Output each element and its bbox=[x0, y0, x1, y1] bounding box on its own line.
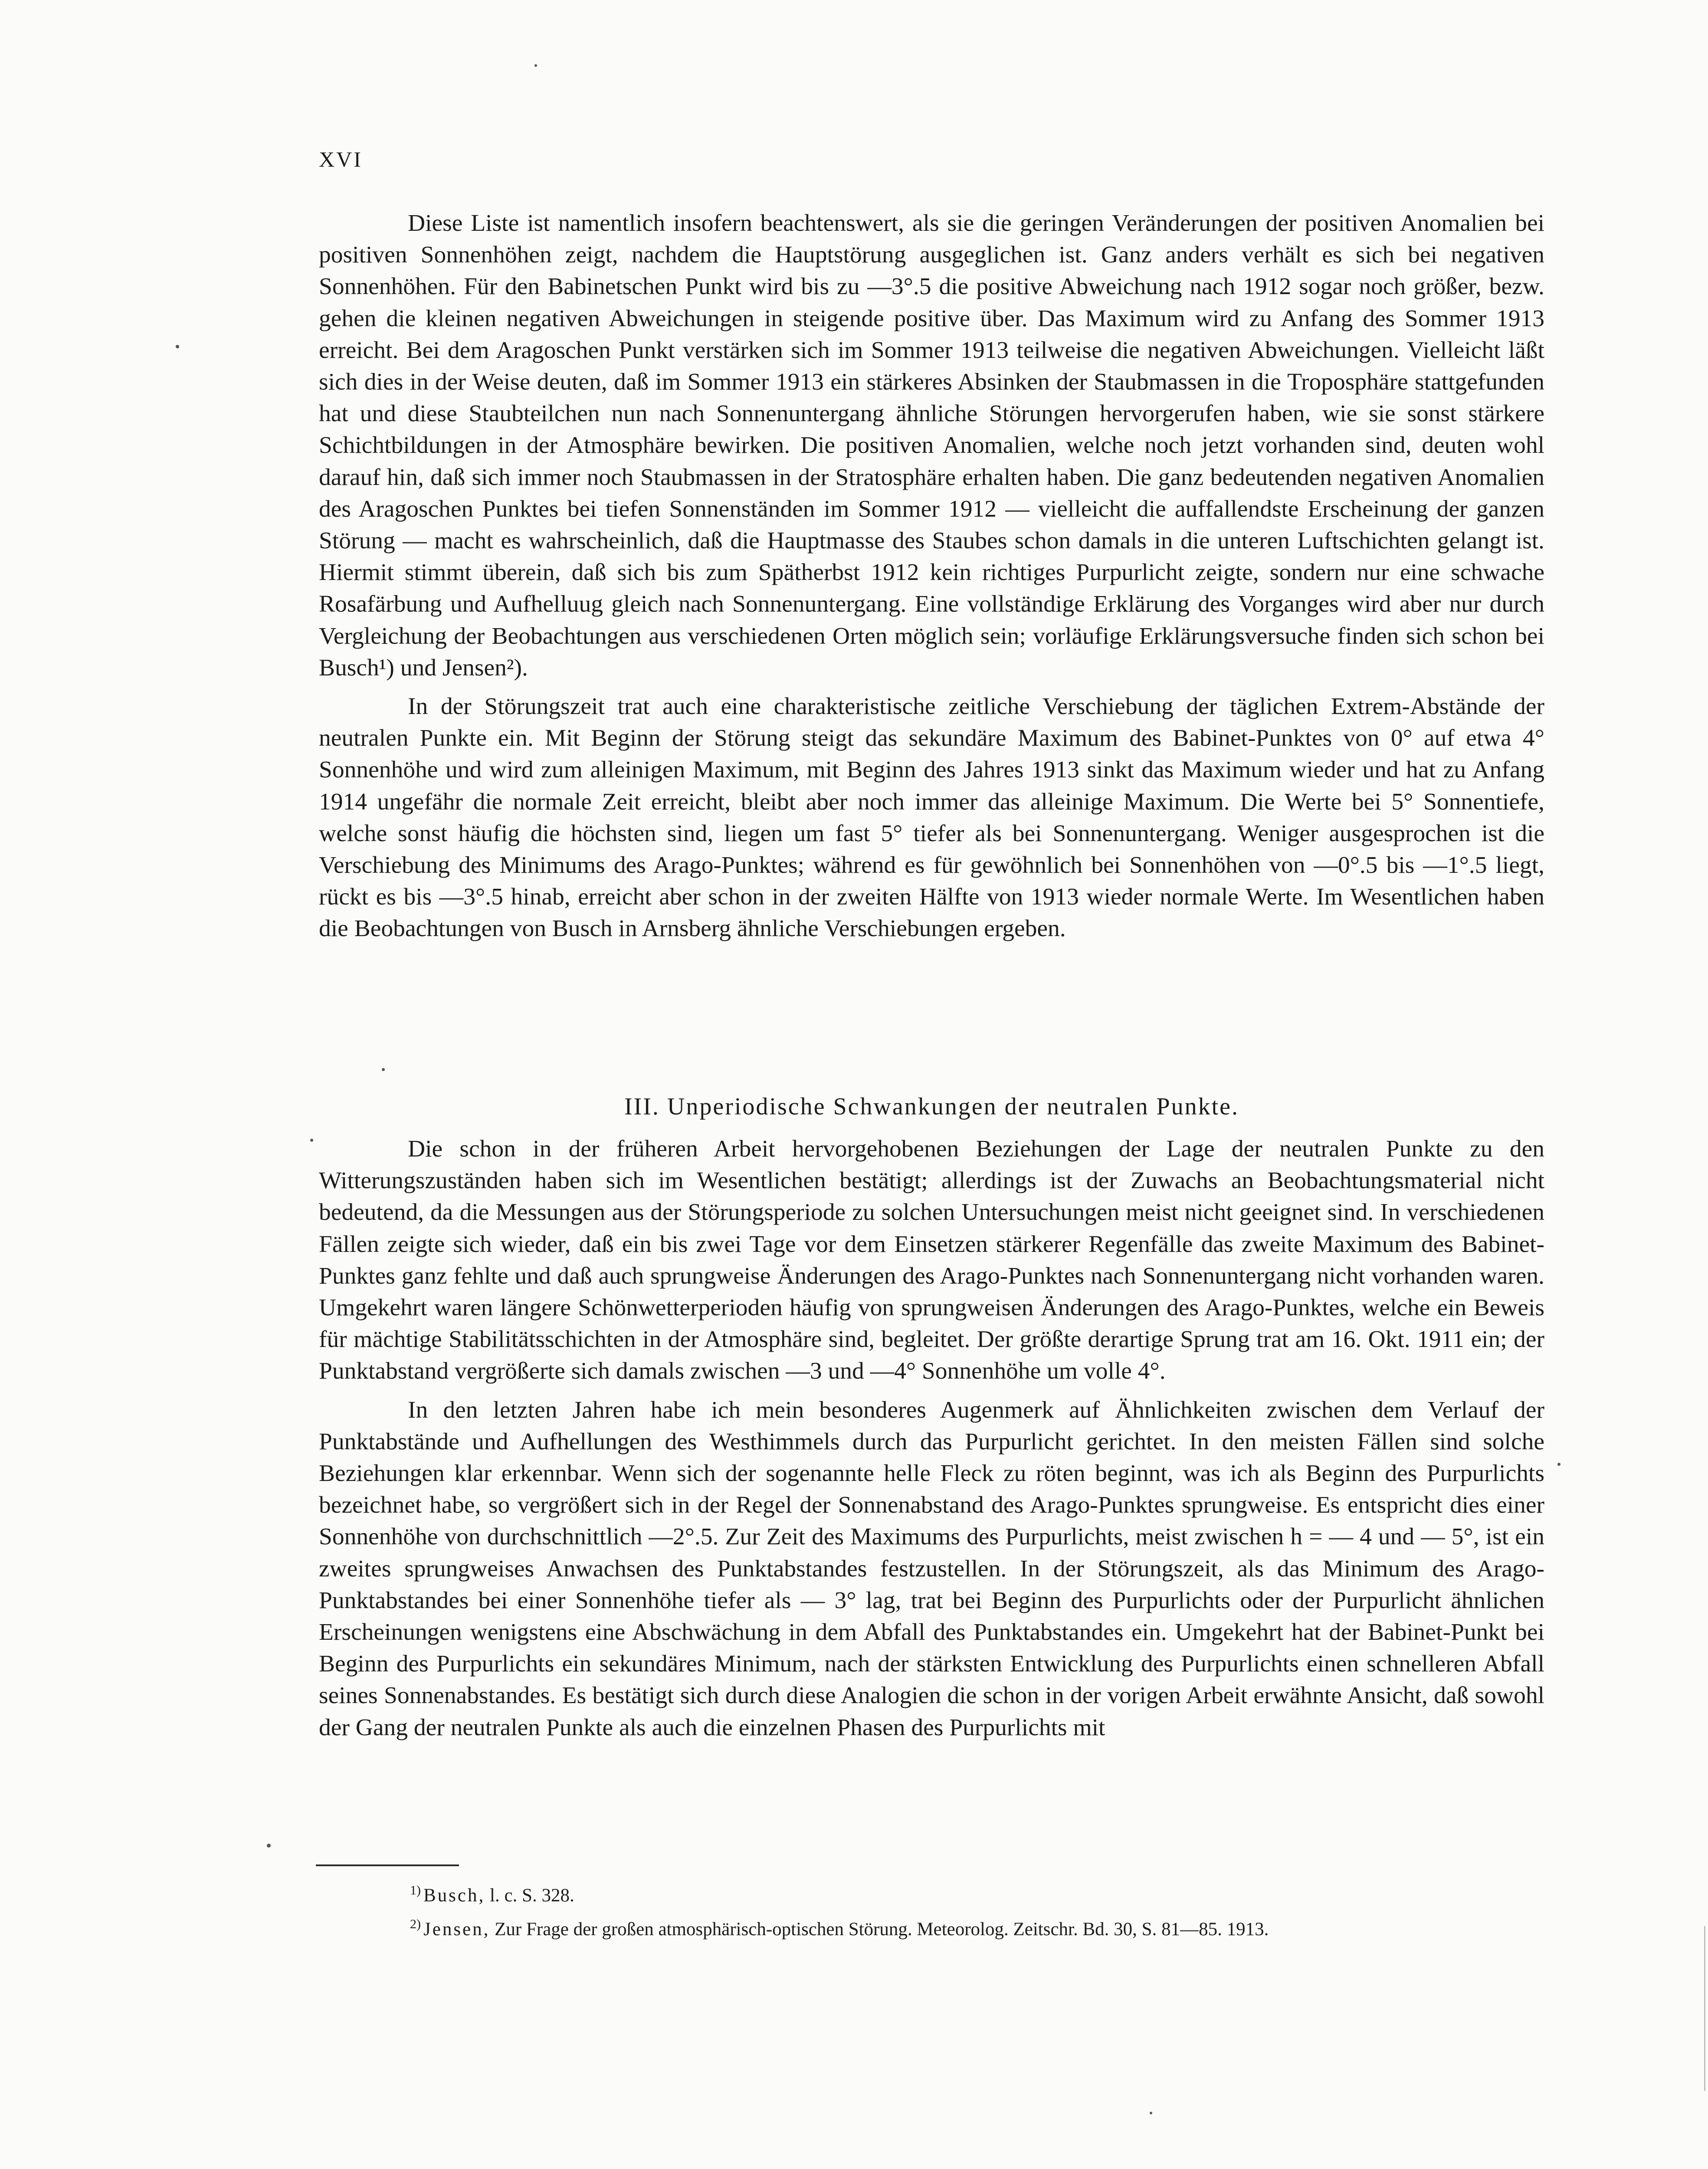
scan-edge-line bbox=[1704, 1926, 1705, 2091]
footnote-author: Busch, bbox=[423, 1885, 485, 1906]
scan-speck bbox=[1557, 1463, 1560, 1466]
footnote-divider bbox=[316, 1864, 459, 1866]
footnote bbox=[410, 1876, 1538, 1910]
scan-speck bbox=[382, 1068, 385, 1071]
footnote-mark: 2) bbox=[410, 1917, 421, 1931]
footnotes bbox=[410, 1876, 1538, 1944]
paragraph: In der Störungszeit trat auch eine charakteristische zeitliche Verschiebung der täglichen Extrem-Abstände der neutralen Punkte ein. Mit Beginn der Störung steigt das sekundäre Maximum des Babinet-Punktes von 0° auf etwa 4° Sonnenhöhe und wird zum alleinigen Maximum, mit Beginn des Jahres 1913 sinkt das Maximum wieder und hat zu Anfang 1914 ungefähr die normale Zeit erreicht, bleibt aber noch immer das alleinige Maximum. Die Werte bei 5° Sonnentiefe, welche sonst häufig die höchsten sind, liegen um fast 5° tiefer als bei Sonnenuntergang. Weniger ausgesprochen ist die Verschiebung des Minimums des Arago-Punktes; während es für gewöhnlich bei Sonnenhöhen von —0°.5 bis —1°.5 liegt, rückt es bis —3°.5 hinab, erreicht aber schon in der zweiten Hälfte von 1913 wieder normale Werte. Im Wesentlichen haben die Beobachtungen von Busch in Arnsberg ähnliche Verschiebungen ergeben. bbox=[319, 693, 1544, 942]
paragraph: In den letzten Jahren habe ich mein besonderes Augenmerk auf Ähnlichkeiten zwischen dem Verlauf der Punktabstände und Aufhellungen des Westhimmels durch das Purpurlicht gerichtet. In den meisten Fällen sind solche Beziehungen klar erkennbar. Wenn sich der sogenannte helle Fleck zu röten beginnt, was ich als Beginn des Purpurlichts bezeichnet habe, so vergrößert sich in der Regel der Sonnenabstand des Arago-Punktes sprungweise. Es entspricht dies einer Sonnenhöhe von durchschnittlich —2°.5. Zur Zeit des Maximums des Purpurlichts, meist zwischen h = — 4 und — 5°, ist ein zweites sprungweises Anwachsen des Punktabstandes festzustellen. In der Störungszeit, als das Minimum des Arago-Punktabstandes bei einer Sonnenhöhe tiefer als — 3° lag, trat bei Beginn des Purpurlichts oder der Purpurlicht ähnlichen Erscheinungen wenigstens eine Abschwächung in dem Abfall des Punktabstandes ein. Umgekehrt hat der Babinet-Punkt bei Beginn des Purpurlichts ein sekundäres Minimum, nach der stärksten Entwicklung des Purpurlichts einen schnelleren Abfall seines Sonnenabstandes. Es bestätigt sich durch diese Analogien die schon in der vorigen Arbeit erwähnte Ansicht, daß sowohl der Gang der neutralen Punkte als auch die einzelnen Phasen des Purpurlichts mit bbox=[319, 1396, 1544, 1741]
footnote-text: l. c. S. 328. bbox=[485, 1885, 574, 1906]
paragraph: Die schon in der früheren Arbeit hervorgehobenen Beziehungen der Lage der neutralen Punkte zu den Witterungszuständen haben sich im Wesentlichen bestätigt; allerdings ist der Zuwachs an Beobachtungsmaterial nicht bedeutend, da die Messungen aus der Störungsperiode zu solchen Untersuchungen meist nicht geeignet sind. In verschiedenen Fällen zeigte sich wieder, daß ein bis zwei Tage vor dem Einsetzen stärkerer Regenfälle das zweite Maximum des Babinet-Punktes ganz fehlte und daß auch sprungweise Änderungen des Arago-Punktes nach Sonnenuntergang nicht vorhanden waren. Umgekehrt waren längere Schönwetterperioden häufig von sprungweisen Änderungen des Arago-Punktes, welche ein Beweis für mächtige Stabilitätsschichten in der Atmosphäre sind, begleitet. Der größte derartige Sprung trat am 16. Okt. 1911 ein; der Punktabstand vergrößerte sich damals zwischen —3 und —4° Sonnenhöhe um volle 4°. bbox=[319, 1136, 1544, 1385]
footnote-mark: 1) bbox=[410, 1883, 421, 1897]
scan-speck bbox=[534, 64, 537, 67]
paragraph: Diese Liste ist namentlich insofern beachtenswert, als sie die geringen Veränderungen der positiven Anomalien bei positiven Sonnenhöhen zeigt, nachdem die Hauptstörung ausgeglichen ist. Ganz anders verhält es sich bei negativen Sonnenhöhen. Für den Babinetschen Punkt wird bis zu —3°.5 die positive Abweichung nach 1912 sogar noch größer, bezw. gehen die kleinen negativen Abweichungen in steigende positive über. Das Maximum wird zu Anfang des Sommer 1913 erreicht. Bei dem Aragoschen Punkt verstärken sich im Sommer 1913 teilweise die negativen Abweichungen. Vielleicht läßt sich dies in der Weise deuten, daß im Sommer 1913 ein stärkeres Absinken der Staubmassen in die Troposphäre stattgefunden hat und diese Staubteilchen nun nach Sonnenuntergang ähnliche Störungen hervorgerufen haben, wie sie sonst stärkere Schichtbildungen in der Atmosphäre bewirken. Die positiven Anomalien, welche noch jetzt vorhanden sind, deuten wohl darauf hin, daß sich immer noch Staubmassen in der Stratosphäre erhalten haben. Die ganz bedeutenden negativen Anomalien des Aragoschen Punktes bei tiefen Sonnenständen im Sommer 1912 — vielleicht die auffallendste Erscheinung der ganzen Störung — macht es wahrscheinlich, daß die Hauptmasse des Staubes schon damals in die unteren Luftschichten gelangt ist. Hiermit stimmt überein, daß sich bis zum Spätherbst 1912 kein richtiges Purpurlicht zeigte, sondern nur eine schwache Rosafärbung und Aufhelluug gleich nach Sonnenuntergang. Eine vollständige Erklärung des Vorganges wird aber nur durch Vergleichung der Beobachtungen aus verschiedenen Orten möglich sein; vorläufige Erklärungsversuche finden sich schon bei Busch¹) und Jensen²). bbox=[319, 210, 1544, 681]
scan-speck bbox=[267, 1844, 271, 1848]
footnote-author: Jensen, bbox=[423, 1919, 490, 1940]
section-heading: III. Unperiodische Schwankungen der neutralen Punkte. bbox=[624, 1093, 1239, 1120]
page-number: XVI bbox=[319, 147, 363, 171]
body-text-top bbox=[319, 207, 1544, 945]
body-text-bottom bbox=[319, 1133, 1544, 1743]
scan-speck bbox=[310, 1139, 313, 1142]
scan-speck bbox=[176, 345, 179, 348]
scan-speck bbox=[1150, 2112, 1152, 2114]
footnote bbox=[410, 1910, 1538, 1944]
footnote-text: Zur Frage der großen atmosphärisch-optischen Störung. Meteorolog. Zeitschr. Bd. 30, S. 81—85. 1913. bbox=[490, 1919, 1269, 1940]
